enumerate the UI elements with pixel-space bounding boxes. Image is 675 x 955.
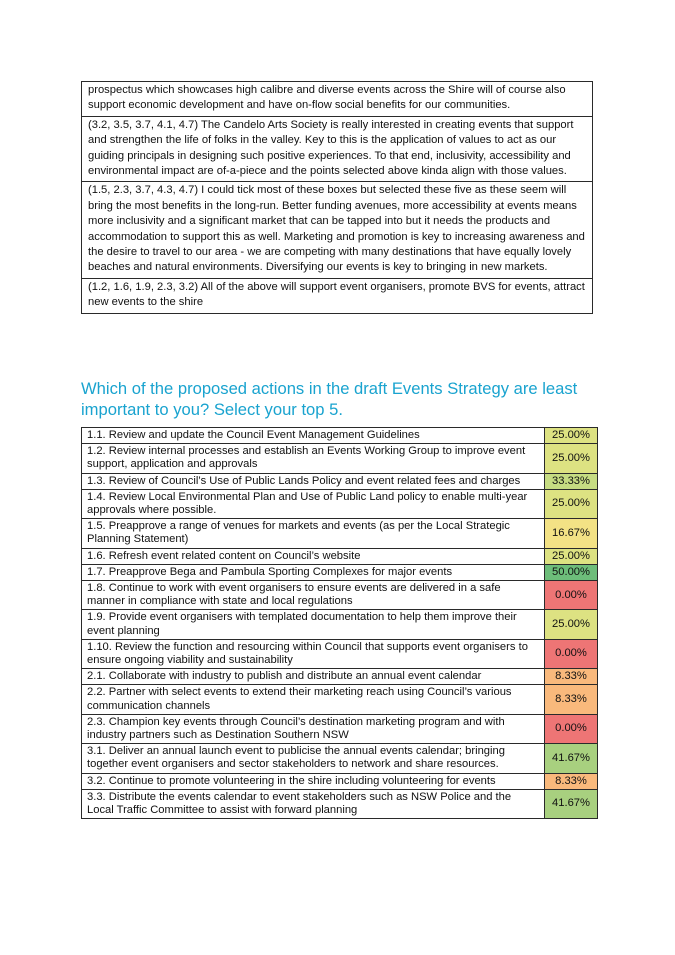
comment-cell: prospectus which showcases high calibre and diverse events across the Shire will of course also support economic development and have on-flow social benefits for our communities.	[82, 82, 593, 117]
table-row	[82, 182, 593, 278]
table-row	[82, 639, 598, 668]
table-row	[82, 116, 593, 182]
action-label: 1.7. Preapprove Bega and Pambula Sporting Complexes for major events	[82, 564, 545, 580]
action-label: 1.4. Review Local Environmental Plan and Use of Public Land policy to enable multi-year approvals where possible.	[82, 489, 545, 518]
comment-cell: (1.5, 2.3, 3.7, 4.3, 4.7) I could tick most of these boxes but selected these five as these seem will bring the most benefits in the long-run. Better funding avenues, more accessibility at events means more inclusivity and a significant market that can be tapped into but it needs the products and accommodation to support this as well. Marketing and promotion is key to increasing awareness and the desire to travel to our area - we are competing with many destinations that have equally lovely beaches and natural environments. Diversifying our events is key to bringing in new markets.	[82, 182, 593, 278]
action-percentage: 50.00%	[545, 564, 598, 580]
action-label: 3.2. Continue to promote volunteering in the shire including volunteering for events	[82, 773, 545, 789]
action-label: 1.9. Provide event organisers with templated documentation to help them improve their event planning	[82, 610, 545, 639]
action-label: 1.10. Review the function and resourcing within Council that supports event organisers to ensure ongoing viability and sustainability	[82, 639, 545, 668]
table-row	[82, 278, 593, 313]
action-label: 1.5. Preapprove a range of venues for markets and events (as per the Local Strategic Planning Statement)	[82, 519, 545, 548]
table-row	[82, 564, 598, 580]
table-row	[82, 548, 598, 564]
action-percentage: 25.00%	[545, 610, 598, 639]
action-label: 3.3. Distribute the events calendar to event stakeholders such as NSW Police and the Local Traffic Committee to assist with forward planning	[82, 789, 545, 818]
table-row	[82, 519, 598, 548]
action-label: 2.1. Collaborate with industry to publish and distribute an annual event calendar	[82, 669, 545, 685]
actions-table	[81, 427, 598, 819]
table-row	[82, 773, 598, 789]
action-percentage: 25.00%	[545, 444, 598, 473]
action-label: 1.6. Refresh event related content on Council’s website	[82, 548, 545, 564]
action-percentage: 0.00%	[545, 714, 598, 743]
table-row	[82, 789, 598, 818]
action-percentage: 0.00%	[545, 639, 598, 668]
comment-cell: (3.2, 3.5, 3.7, 4.1, 4.7) The Candelo Arts Society is really interested in creating events that support and strengthen the life of folks in the valley. Key to this is the application of values to act as our guiding principals in designing such positive experiences. To that end, inclusivity, accessibility and environmental impact are of-a-piece and the points selected above kinda align with those values.	[82, 116, 593, 182]
action-label: 2.2. Partner with select events to extend their marketing reach using Council’s various communication channels	[82, 685, 545, 714]
table-row	[82, 82, 593, 117]
action-percentage: 33.33%	[545, 473, 598, 489]
table-row	[82, 610, 598, 639]
action-percentage: 41.67%	[545, 789, 598, 818]
action-label: 3.1. Deliver an annual launch event to publicise the annual events calendar; bringing together event organisers and sector stakeholders to network and share resources.	[82, 744, 545, 773]
action-percentage: 25.00%	[545, 428, 598, 444]
table-row	[82, 473, 598, 489]
action-percentage: 8.33%	[545, 669, 598, 685]
comment-cell: (1.2, 1.6, 1.9, 2.3, 3.2) All of the above will support event organisers, promote BVS for events, attract new events to the shire	[82, 278, 593, 313]
table-row	[82, 714, 598, 743]
action-percentage: 25.00%	[545, 489, 598, 518]
table-row	[82, 669, 598, 685]
table-row	[82, 581, 598, 610]
action-label: 1.3. Review of Council’s Use of Public Lands Policy and event related fees and charges	[82, 473, 545, 489]
action-percentage: 25.00%	[545, 548, 598, 564]
action-percentage: 8.33%	[545, 773, 598, 789]
table-row	[82, 744, 598, 773]
action-label: 1.1. Review and update the Council Event Management Guidelines	[82, 428, 545, 444]
action-percentage: 41.67%	[545, 744, 598, 773]
comments-table	[81, 81, 593, 314]
action-percentage: 16.67%	[545, 519, 598, 548]
section-heading: Which of the proposed actions in the draft Events Strategy are least important to you? Select your top 5.	[81, 379, 578, 419]
action-label: 1.8. Continue to work with event organisers to ensure events are delivered in a safe manner in compliance with state and local regulations	[82, 581, 545, 610]
action-label: 1.2. Review internal processes and establish an Events Working Group to improve event support, application and approvals	[82, 444, 545, 473]
table-row	[82, 685, 598, 714]
action-percentage: 8.33%	[545, 685, 598, 714]
table-row	[82, 444, 598, 473]
table-row	[82, 489, 598, 518]
table-row	[82, 428, 598, 444]
action-label: 2.3. Champion key events through Council’s destination marketing program and with industry partners such as Destination Southern NSW	[82, 714, 545, 743]
action-percentage: 0.00%	[545, 581, 598, 610]
